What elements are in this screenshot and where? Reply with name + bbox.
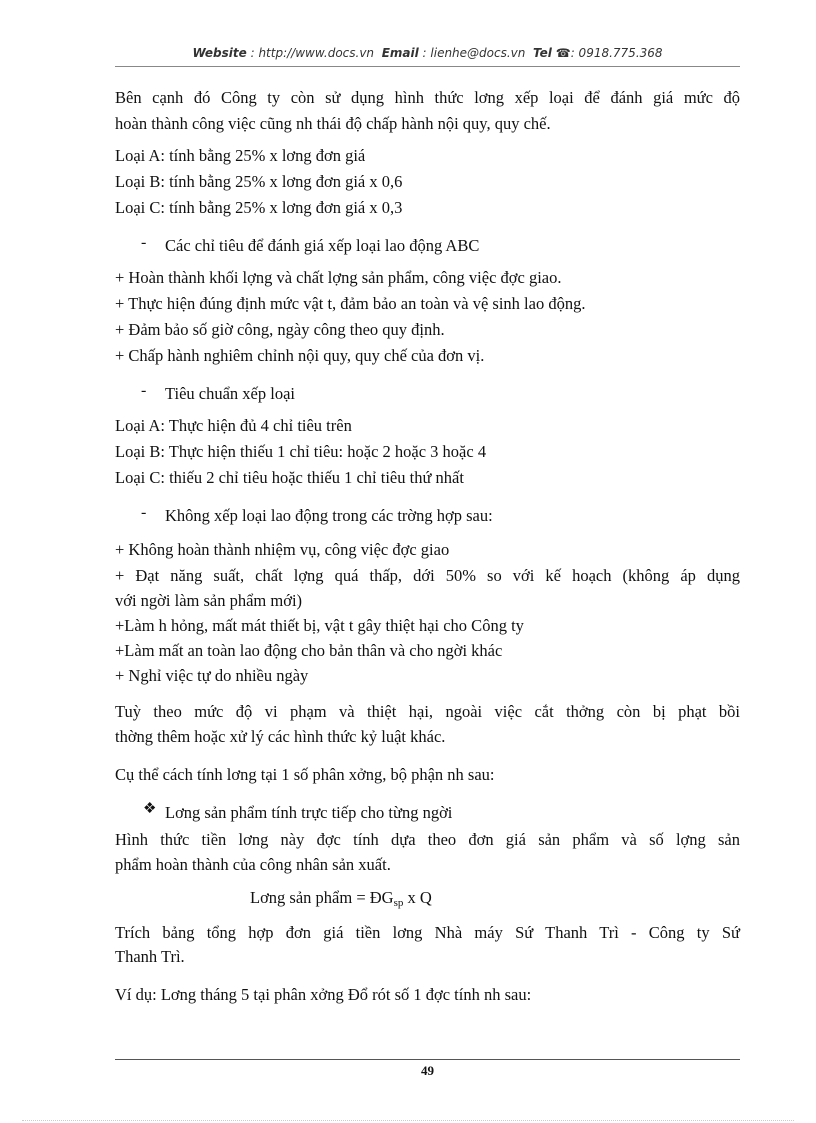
para6: Ví dụ: Lơng tháng 5 tại phân xởng Đổ rót số 1 đợc tính nh sau: xyxy=(115,985,532,1004)
page-border-dots xyxy=(22,1120,794,1121)
header-rule xyxy=(115,66,740,67)
tel-label: Tel xyxy=(533,46,552,60)
para1-line1: Bên cạnh đó Công ty còn sử dụng hình thức lơng xếp loại để đánh giá mức độ xyxy=(115,88,740,107)
formula xyxy=(250,887,432,914)
bullet2-text: Tiêu chuẩn xếp loại xyxy=(165,384,295,403)
grade-b: Loại B: tính bằng 25% x lơng đơn giá x 0,6 xyxy=(115,172,403,191)
para4-line2: phẩm hoàn thành của công nhân sản xuất. xyxy=(115,855,391,874)
standard-a: Loại A: Thực hiện đủ 4 chỉ tiêu trên xyxy=(115,416,352,435)
website-label: Website xyxy=(192,46,247,60)
exclusion-3: +Làm h hỏng, mất mát thiết bị, vật t gây thiệt hại cho Công ty xyxy=(115,616,524,635)
grade-a: Loại A: tính bằng 25% x lơng đơn giá xyxy=(115,146,366,165)
para3: Cụ thể cách tính lơng tại 1 số phân xởng, bộ phận nh sau: xyxy=(115,765,495,784)
exclusion-2-line2: với ngời làm sản phẩm mới) xyxy=(115,591,303,610)
page-number: 49 xyxy=(421,1063,434,1078)
standard-c: Loại C: thiếu 2 chỉ tiêu hoặc thiếu 1 chỉ tiêu thứ nhất xyxy=(115,468,464,487)
exclusion-1: + Không hoàn thành nhiệm vụ, công việc đợc giao xyxy=(115,540,450,559)
formula-left: Lơng sản phẩm = ĐG xyxy=(250,888,394,907)
criterion-4: + Chấp hành nghiêm chỉnh nội quy, quy chế của đơn vị. xyxy=(115,346,485,365)
exclusion-4: +Làm mất an toàn lao động cho bản thân và cho ngời khác xyxy=(115,641,503,660)
para1-line2: hoàn thành công việc cũng nh thái độ chấp hành nội quy, quy chế. xyxy=(115,114,551,133)
dash-bullet: - xyxy=(141,504,147,521)
tel-value: : 0918.775.368 xyxy=(570,46,663,60)
formula-right: x Q xyxy=(403,888,432,907)
para2-line2: thờng thêm hoặc xử lý các hình thức kỷ luật khác. xyxy=(115,727,446,746)
grade-c: Loại C: tính bằng 25% x lơng đơn giá x 0,3 xyxy=(115,198,403,217)
exclusion-5: + Nghỉ việc tự do nhiều ngày xyxy=(115,666,309,685)
exclusion-2-line1: + Đạt năng suất, chất lợng quá thấp, dới 50% so với kế hoạch (không áp dụng xyxy=(115,566,740,585)
bullet3-text: Không xếp loại lao động trong các trờng hợp sau: xyxy=(165,506,493,525)
footer-rule xyxy=(115,1059,740,1060)
diamond-item-text: Lơng sản phẩm tính trực tiếp cho từng ngời xyxy=(165,803,453,822)
dash-bullet: - xyxy=(141,382,147,399)
diamond-bullet-icon: ❖ xyxy=(143,801,157,817)
dash-bullet: - xyxy=(141,234,147,251)
email-label: Email xyxy=(381,46,419,60)
formula-subscript: sp xyxy=(393,897,404,909)
criterion-3: + Đảm bảo số giờ công, ngày công theo quy định. xyxy=(115,320,445,339)
criterion-2: + Thực hiện đúng định mức vật t, đảm bảo an toàn và vệ sinh lao động. xyxy=(115,294,586,313)
email-value: : lienhe@docs.vn xyxy=(422,46,526,60)
para5-line1: Trích bảng tổng hợp đơn giá tiền lơng Nhà máy Sứ Thanh Trì - Công ty Sứ xyxy=(115,923,740,942)
website-value: : http://www.docs.vn xyxy=(250,46,375,60)
page-header xyxy=(115,46,740,60)
bullet1-text: Các chỉ tiêu để đánh giá xếp loại lao động ABC xyxy=(165,236,480,255)
para2-line1: Tuỳ theo mức độ vi phạm và thiệt hại, ngoài việc cắt thởng còn bị phạt bồi xyxy=(115,702,740,721)
para5-line2: Thanh Trì. xyxy=(115,947,185,966)
standard-b: Loại B: Thực hiện thiếu 1 chỉ tiêu: hoặc 2 hoặc 3 hoặc 4 xyxy=(115,442,487,461)
phone-icon: ☎ xyxy=(555,46,571,60)
para4-line1: Hình thức tiền lơng này đợc tính dựa theo đơn giá sản phẩm và số lợng sản xyxy=(115,830,740,849)
criterion-1: + Hoàn thành khối lợng và chất lợng sản phẩm, công việc đợc giao. xyxy=(115,268,562,287)
